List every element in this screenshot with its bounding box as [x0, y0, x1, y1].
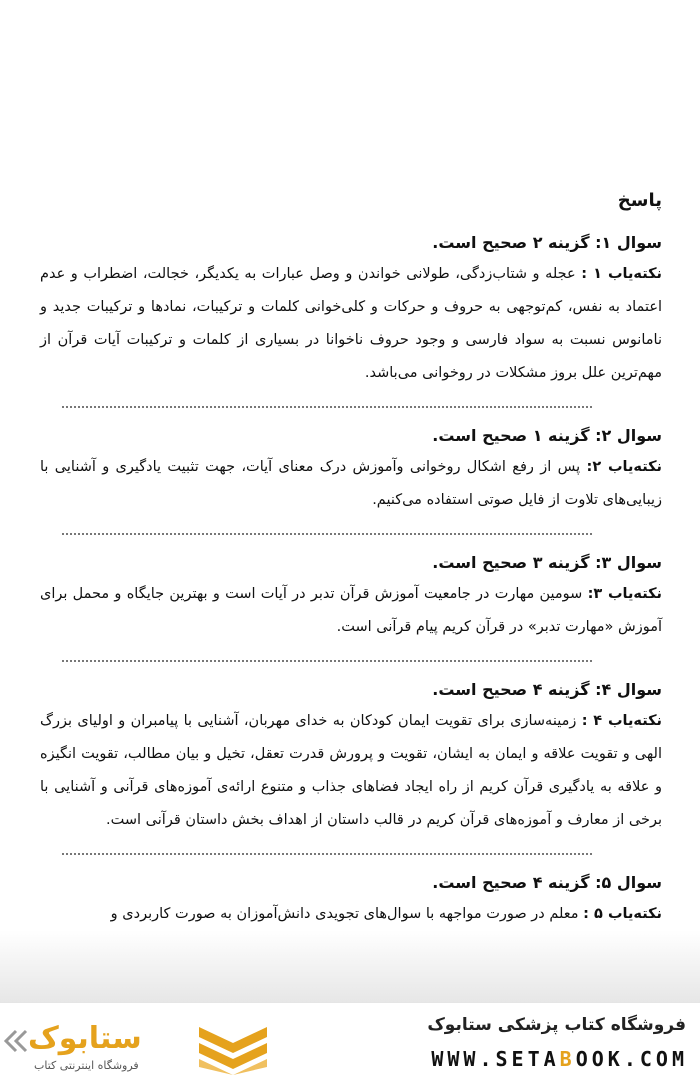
question-body [40, 451, 662, 517]
tip-text: زمینه‌سازی برای تقویت ایمان کودکان به خدای مهربان، آشنایی با پیامبران و اولیای بزرگ الهی و تقویت علاقه و ایمان به ایشان، تقویت و پرورش قدرت تعقل، تخیل و بیان مطالب، تقویت انگیزه و علاقه به یادگیری قرآن کریم از راه ایجاد فضاهای جذاب و متنوع ارائه‌ی آموزه‌های قرآنی و آشنایی با برخی از معارف و آموزه‌های قرآن کریم در قالب داستان از اهداف بخش داستان قرآنی است. [40, 713, 662, 828]
tip-text: عجله و شتاب‌زدگی، طولانی خواندن و وصل عبارات به یکدیگر، خجالت، اضطراب و عدم اعتماد به نفس، کم‌توجهی به حروف و حرکات و کلی‌خوانی کلمات و ترکیبات، نمادها و ترکیبات جدید و نامانوس نسبت به سواد فارسی و وجود حروف ناخوانا در بسیاری از کلمات و ترکیبات آیات قرآن از مهم‌ترین علل بروز مشکلات در روخوانی می‌باشد. [40, 266, 662, 381]
question-body [40, 258, 662, 390]
dotted-separator [62, 533, 592, 535]
question-title: سوال ۴: گزینه ۴ صحیح است. [432, 680, 662, 699]
store-footer [0, 1002, 700, 1081]
answer-page [40, 190, 662, 931]
website-url[interactable] [431, 1047, 688, 1071]
website-url-highlight: B [559, 1047, 576, 1071]
bottom-fade [0, 930, 700, 1010]
question-title: سوال ۳: گزینه ۳ صحیح است. [432, 553, 662, 572]
logo-wordmark: ستابوک [28, 1021, 142, 1056]
dotted-separator [62, 406, 592, 408]
tip-text: سومین مهارت در جامعیت آموزش قرآن تدبر در آیات است و بهترین جایگاه و محمل برای آموزش «مهارت تدبر» در قرآن کریم پیام قرآنی است. [40, 586, 662, 635]
question-4 [40, 680, 662, 837]
question-3 [40, 553, 662, 644]
website-url-part: OOK.COM [575, 1047, 688, 1071]
tip-keyword: نکته‌یاب ۴ : [581, 713, 662, 729]
logo-subtitle: فروشگاه اینترنتی کتاب [34, 1059, 139, 1072]
tip-keyword: نکته‌یاب ۵ : [583, 906, 662, 922]
question-1 [40, 233, 662, 390]
tip-text: پس از رفع اشکال روخوانی وآموزش درک معنای آیات، جهت تثبیت یادگیری و آشنایی با زیبایی‌های تلاوت از فایل صوتی استفاده می‌کنیم. [40, 459, 662, 508]
store-name: فروشگاه کتاب پزشکی ستابوک [427, 1015, 686, 1035]
dotted-separator [62, 660, 592, 662]
question-2 [40, 426, 662, 517]
tip-text: معلم در صورت مواجهه با سوال‌های تجویدی دانش‌آموزان به صورت کاربردی و [110, 906, 584, 922]
question-body [40, 578, 662, 644]
double-arrow-icon [2, 1027, 30, 1055]
dotted-separator [62, 853, 592, 855]
question-5 [40, 873, 662, 931]
tip-keyword: نکته‌یاب ۱ : [581, 266, 662, 282]
question-body [40, 898, 662, 931]
tip-keyword: نکته‌یاب ۲: [586, 459, 662, 475]
question-title: سوال ۵: گزینه ۴ صحیح است. [432, 873, 662, 892]
question-body [40, 705, 662, 837]
question-title: سوال ۲: گزینه ۱ صحیح است. [432, 426, 662, 445]
chevron-logo-icon [195, 1023, 271, 1075]
page-heading: پاسخ [617, 190, 662, 211]
website-url-part: WWW.SETA [431, 1047, 560, 1071]
tip-keyword: نکته‌یاب ۳: [587, 586, 663, 602]
question-title: سوال ۱: گزینه ۲ صحیح است. [432, 233, 662, 252]
